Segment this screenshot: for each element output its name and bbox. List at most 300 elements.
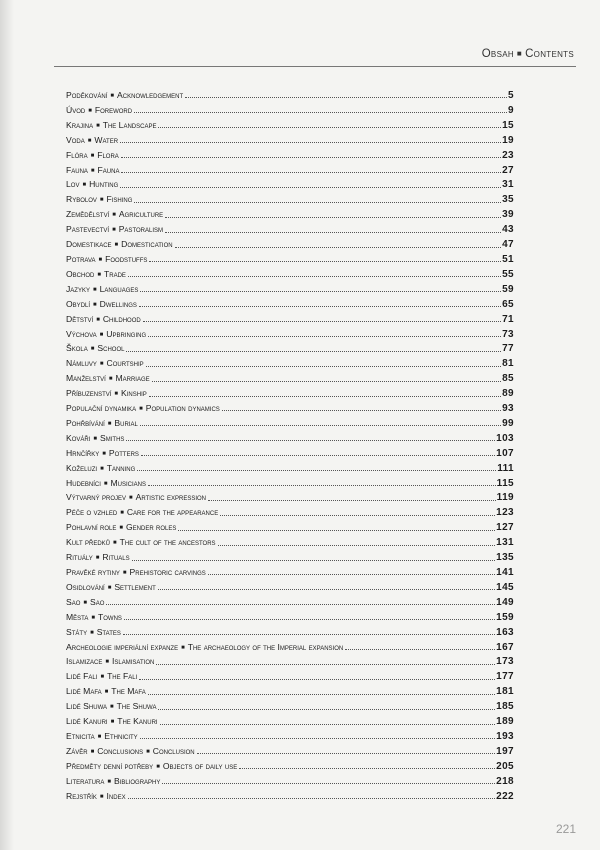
toc-title-cz: Fauna xyxy=(66,164,88,175)
toc-entry xyxy=(66,177,514,192)
toc-entry xyxy=(66,729,514,744)
toc-entry xyxy=(66,222,514,237)
toc-entry xyxy=(66,133,514,148)
toc-title-cz: Námluvy xyxy=(66,358,97,369)
toc-title-en: Artistic expression xyxy=(135,492,207,503)
toc-entry-title xyxy=(66,416,138,432)
dot-leader xyxy=(158,709,495,710)
toc-title-cz: Pastevectví xyxy=(66,224,110,235)
square-bullet-icon: ■ xyxy=(82,182,87,189)
toc-title-en: Towns xyxy=(98,611,122,622)
toc-title-en: Islamisation xyxy=(112,656,155,667)
toc-page-number: 197 xyxy=(496,745,514,757)
toc-entry xyxy=(66,699,514,714)
toc-title-cz: Péče o vzhled xyxy=(66,507,118,518)
toc-title-en: Foreword xyxy=(94,104,133,115)
toc-title-en: Burial xyxy=(114,417,138,428)
dot-leader xyxy=(345,649,495,650)
toc-title-cz: Osidlování xyxy=(66,581,105,592)
toc-entry xyxy=(66,118,514,133)
toc-page-number: 141 xyxy=(496,567,514,578)
toc-title-en: Prehistoric carvings xyxy=(129,567,206,577)
toc-page-number: 185 xyxy=(496,701,514,713)
toc-entry-title xyxy=(66,699,156,715)
toc-page-number: 193 xyxy=(496,730,514,742)
square-bullet-icon: ■ xyxy=(96,122,100,129)
toc-title-en: Upbringing xyxy=(106,328,147,339)
square-bullet-icon: ■ xyxy=(90,167,95,174)
square-bullet-icon: ■ xyxy=(90,748,95,755)
dot-leader xyxy=(121,157,501,158)
toc-title-en: School xyxy=(97,343,125,354)
square-bullet-icon: ■ xyxy=(139,406,143,413)
dot-leader xyxy=(126,351,501,352)
square-bullet-icon: ■ xyxy=(107,584,112,591)
toc-title-cz: Škola xyxy=(66,343,88,354)
toc-title-cz: Pohlavní role xyxy=(66,522,117,533)
toc-page-number: 189 xyxy=(496,716,514,728)
toc-entry-title xyxy=(66,401,220,417)
toc-page-number: 222 xyxy=(496,790,514,802)
square-bullet-icon: ■ xyxy=(120,510,124,517)
table-of-contents xyxy=(66,88,514,804)
toc-page-number: 85 xyxy=(502,373,514,385)
toc-page-number: 103 xyxy=(496,432,514,444)
toc-page-number: 15 xyxy=(502,119,514,131)
square-bullet-icon: ■ xyxy=(105,659,110,666)
toc-title-cz: Sao xyxy=(66,596,81,607)
toc-title-en: Potters xyxy=(108,447,139,458)
toc-page-number: 173 xyxy=(496,656,514,668)
dot-leader xyxy=(120,187,501,188)
toc-title-en: The Landscape xyxy=(102,119,157,130)
toc-entry-title xyxy=(66,341,124,357)
square-bullet-icon: ■ xyxy=(112,227,116,234)
toc-title-en: Marriage xyxy=(115,373,150,384)
square-bullet-icon: ■ xyxy=(92,286,97,293)
toc-entry xyxy=(66,148,514,163)
toc-title-cz: Literatura xyxy=(66,775,105,786)
toc-entry-title xyxy=(66,759,237,775)
square-bullet-icon: ■ xyxy=(108,376,113,383)
toc-entry-title xyxy=(66,88,183,104)
toc-entry xyxy=(66,341,514,356)
toc-page-number: 27 xyxy=(502,164,514,176)
toc-entry xyxy=(66,371,514,386)
square-bullet-icon: ■ xyxy=(93,301,97,308)
square-bullet-icon: ■ xyxy=(156,763,160,770)
toc-entry xyxy=(66,103,514,118)
toc-title-en: Water xyxy=(94,134,119,145)
toc-entry-title xyxy=(66,625,121,641)
toc-entry-title xyxy=(66,580,156,596)
toc-title-cz: Dětství xyxy=(66,313,94,324)
toc-title-cz: Manželství xyxy=(66,373,106,384)
dot-leader xyxy=(137,470,496,471)
dot-leader xyxy=(152,381,501,382)
toc-title-en: The Shuwa xyxy=(116,701,157,712)
square-bullet-icon: ■ xyxy=(103,480,108,487)
toc-page-number: 5 xyxy=(508,90,514,101)
dot-leader xyxy=(208,574,495,575)
toc-title-cz: Výtvarný projev xyxy=(66,492,127,503)
toc-title-cz: Výchova xyxy=(66,328,97,339)
dot-leader xyxy=(158,127,501,128)
dot-leader xyxy=(140,425,501,426)
running-header xyxy=(482,48,574,60)
toc-entry-title xyxy=(66,595,104,611)
toc-entry xyxy=(66,714,514,729)
toc-page-number: 135 xyxy=(496,552,514,564)
toc-entry xyxy=(66,774,514,789)
square-bullet-icon: ■ xyxy=(90,152,95,159)
toc-entry-title xyxy=(66,669,137,685)
dot-leader xyxy=(139,306,501,307)
square-bullet-icon: ■ xyxy=(83,599,88,606)
square-bullet-icon: ■ xyxy=(97,271,101,278)
toc-page-number: 123 xyxy=(496,507,514,519)
square-bullet-icon: ■ xyxy=(99,331,104,338)
toc-title-en: The cult of the ancestors xyxy=(119,537,216,548)
toc-entry-title xyxy=(66,446,139,462)
toc-page-number: 107 xyxy=(496,447,514,459)
toc-page-number: 35 xyxy=(502,194,514,206)
square-bullet-icon: ■ xyxy=(146,748,150,755)
page-number: 221 xyxy=(555,822,576,836)
toc-entry xyxy=(66,327,514,342)
toc-entry-title xyxy=(66,297,137,313)
dot-leader xyxy=(123,634,495,635)
toc-title-cz: Závěr xyxy=(66,745,88,756)
square-bullet-icon: ■ xyxy=(90,346,95,353)
square-bullet-icon: ■ xyxy=(100,465,104,472)
toc-title-en: Foodstuffs xyxy=(105,253,148,264)
dot-leader xyxy=(126,440,495,441)
toc-title-en: Languages xyxy=(99,283,139,294)
dot-leader xyxy=(197,753,495,754)
toc-entry xyxy=(66,297,514,312)
toc-title-en: Gender roles xyxy=(125,522,177,533)
dot-leader xyxy=(121,172,501,173)
toc-title-en: Index xyxy=(106,790,126,801)
square-bullet-icon: ■ xyxy=(99,197,104,204)
toc-title-en: Objects of daily use xyxy=(162,760,238,771)
dot-leader xyxy=(149,261,501,262)
toc-entry-title xyxy=(66,476,146,492)
toc-entry xyxy=(66,640,514,655)
square-bullet-icon: ■ xyxy=(93,435,98,442)
square-bullet-icon: ■ xyxy=(110,93,115,99)
toc-title-cz: Příbuzenství xyxy=(66,388,112,399)
toc-title-cz: Lidé Fali xyxy=(66,671,98,682)
dot-leader xyxy=(128,276,501,277)
toc-entry-title xyxy=(66,148,119,164)
toc-title-cz: Krajina xyxy=(66,119,94,130)
toc-entry-title xyxy=(66,550,130,566)
toc-entry-title xyxy=(66,177,118,193)
toc-title-en: Trade xyxy=(103,268,126,279)
square-bullet-icon: ■ xyxy=(95,555,100,562)
toc-page-number: 31 xyxy=(502,179,514,191)
toc-entry-title xyxy=(66,327,146,343)
dot-leader xyxy=(140,738,495,739)
toc-entry xyxy=(66,654,514,669)
toc-page-number: 131 xyxy=(496,537,514,549)
toc-title-en: Musicians xyxy=(110,477,147,488)
dot-leader xyxy=(165,232,501,233)
toc-entry xyxy=(66,580,514,595)
toc-title-en: The Kanuri xyxy=(117,716,158,727)
toc-entry xyxy=(66,282,514,297)
toc-entry xyxy=(66,163,514,178)
toc-page-number: 71 xyxy=(502,313,514,325)
toc-title-en-alt: Conclusion xyxy=(152,745,195,756)
toc-page-number: 47 xyxy=(502,239,514,251)
toc-title-en: Bibliography xyxy=(113,775,161,786)
toc-page-number: 59 xyxy=(502,283,514,295)
header-rule xyxy=(54,66,576,67)
toc-entry-title xyxy=(66,312,141,328)
square-bullet-icon: ■ xyxy=(99,793,104,800)
toc-title-en: Courtship xyxy=(106,358,144,369)
toc-title-cz: Hudebníci xyxy=(66,477,101,488)
toc-title-cz: Voda xyxy=(66,134,85,145)
toc-page-number: 99 xyxy=(502,417,514,429)
square-bullet-icon: ■ xyxy=(88,107,92,114)
toc-title-cz: Pravěké rytiny xyxy=(66,567,120,577)
toc-page-number: 119 xyxy=(496,492,514,504)
toc-entry xyxy=(66,88,514,103)
square-bullet-icon: ■ xyxy=(516,49,523,58)
toc-title-en: Tanning xyxy=(106,462,136,473)
toc-entry xyxy=(66,550,514,565)
toc-page-number: 55 xyxy=(502,268,514,280)
toc-title-cz: Pohřbívání xyxy=(66,417,105,428)
dot-leader xyxy=(128,798,496,799)
toc-entry xyxy=(66,595,514,610)
dot-leader xyxy=(220,515,495,516)
toc-title-en: Acknowledgement xyxy=(117,90,184,100)
header-title-en: Contents xyxy=(525,48,574,60)
toc-title-cz: Předměty denní potřeby xyxy=(66,760,154,771)
toc-entry-title xyxy=(66,163,119,179)
toc-title-en: Pastoralism xyxy=(118,224,164,235)
dot-leader xyxy=(120,142,501,143)
toc-title-cz: Domestikace xyxy=(66,239,112,250)
toc-entry-title xyxy=(66,282,138,298)
toc-title-cz: Poděkování xyxy=(66,90,108,100)
page-gutter-shadow xyxy=(0,0,14,850)
toc-title-cz: Kováři xyxy=(66,432,91,443)
toc-title-cz: Státy xyxy=(66,626,88,637)
toc-entry xyxy=(66,431,514,446)
toc-title-cz: Obydlí xyxy=(66,298,91,309)
toc-entry-title xyxy=(66,118,156,134)
toc-title-cz: Archeologie imperiální expanze xyxy=(66,641,179,652)
toc-entry-title xyxy=(66,252,147,268)
dot-leader xyxy=(134,112,507,113)
square-bullet-icon: ■ xyxy=(102,450,106,457)
toc-entry-title xyxy=(66,744,195,760)
toc-title-en: Fishing xyxy=(106,194,133,205)
dot-leader xyxy=(132,560,495,561)
toc-title-en: Agriculture xyxy=(118,209,164,220)
toc-title-en: Sao xyxy=(90,596,105,607)
toc-page-number: 205 xyxy=(496,760,514,772)
toc-page-number: 159 xyxy=(496,611,514,623)
toc-entry-title xyxy=(66,789,126,805)
dot-leader xyxy=(218,545,496,546)
toc-page-number: 43 xyxy=(502,224,514,236)
toc-title-en: States xyxy=(96,626,121,637)
square-bullet-icon: ■ xyxy=(110,704,114,711)
dot-leader xyxy=(124,619,495,620)
toc-title-en: Dwellings xyxy=(99,298,137,309)
toc-entry xyxy=(66,356,514,371)
toc-title-en: The Fali xyxy=(107,671,138,682)
toc-title-cz: Kult předků xyxy=(66,537,111,548)
toc-page-number: 23 xyxy=(502,149,514,161)
toc-title-en: Settlement xyxy=(114,581,156,592)
toc-page-number: 177 xyxy=(496,671,514,683)
dot-leader xyxy=(178,530,495,531)
toc-entry xyxy=(66,744,514,759)
toc-entry xyxy=(66,759,514,774)
toc-title-en: Domestication xyxy=(121,239,173,250)
toc-title-cz: Rejstřík xyxy=(66,790,97,801)
toc-entry-title xyxy=(66,133,118,149)
toc-title-en: Ethnicity xyxy=(104,730,138,741)
toc-entry xyxy=(66,237,514,252)
square-bullet-icon: ■ xyxy=(100,674,105,681)
toc-entry-title xyxy=(66,610,122,626)
dot-leader xyxy=(160,724,496,725)
toc-page-number: 111 xyxy=(497,462,514,474)
toc-title-cz: Potrava xyxy=(66,253,96,264)
dot-leader xyxy=(106,604,495,605)
toc-title-cz: Rituály xyxy=(66,552,93,563)
toc-title-en: Hunting xyxy=(89,179,119,190)
square-bullet-icon: ■ xyxy=(107,778,111,785)
toc-title-cz: Flóra xyxy=(66,149,88,160)
toc-entry xyxy=(66,625,514,640)
dot-leader xyxy=(148,694,495,695)
dot-leader xyxy=(208,500,496,501)
dot-leader xyxy=(158,589,495,590)
toc-title-cz: Koželuzi xyxy=(66,462,98,473)
toc-page-number: 51 xyxy=(502,253,514,265)
toc-entry xyxy=(66,490,514,505)
toc-page-number: 145 xyxy=(496,581,514,593)
toc-entry xyxy=(66,312,514,327)
toc-title-cz: Jazyky xyxy=(66,283,90,294)
toc-page-number: 9 xyxy=(508,104,514,116)
dot-leader xyxy=(146,366,501,367)
toc-title-en: Kinship xyxy=(121,388,147,399)
dot-leader xyxy=(134,202,501,203)
toc-title-cz: Etnicita xyxy=(66,730,95,741)
square-bullet-icon: ■ xyxy=(99,361,104,368)
dot-leader xyxy=(140,291,501,292)
toc-entry xyxy=(66,461,514,476)
square-bullet-icon: ■ xyxy=(114,391,119,398)
dot-leader xyxy=(148,336,501,337)
toc-page-number: 167 xyxy=(496,641,514,653)
toc-title-cz: Lidé Kanuri xyxy=(66,716,108,727)
toc-entry-title xyxy=(66,237,173,253)
toc-page-number: 65 xyxy=(502,298,514,310)
toc-page-number: 73 xyxy=(502,328,514,340)
toc-title-en: Rituals xyxy=(102,552,130,563)
square-bullet-icon: ■ xyxy=(181,644,185,651)
toc-title-en: Smiths xyxy=(100,432,125,443)
toc-entry xyxy=(66,446,514,461)
toc-entry-title xyxy=(66,640,343,656)
square-bullet-icon: ■ xyxy=(122,570,127,576)
toc-title-cz: Lidé Shuwa xyxy=(66,701,108,712)
dot-leader xyxy=(141,455,495,456)
toc-entry-title xyxy=(66,371,150,387)
toc-title-cz: Populační dynamika xyxy=(66,403,137,414)
square-bullet-icon: ■ xyxy=(98,256,103,263)
toc-page-number: 218 xyxy=(496,775,514,787)
toc-title-en: Population dynamics xyxy=(145,403,220,414)
square-bullet-icon: ■ xyxy=(87,137,92,144)
square-bullet-icon: ■ xyxy=(113,540,117,547)
toc-entry-title xyxy=(66,654,154,670)
toc-title-en: The archaeology of the Imperial expansion xyxy=(187,641,344,652)
square-bullet-icon: ■ xyxy=(110,719,115,726)
toc-entry-title xyxy=(66,207,163,223)
toc-title-cz: Lov xyxy=(66,179,80,190)
toc-title-cz: Rybolov xyxy=(66,194,97,205)
toc-entry-title xyxy=(66,461,135,477)
toc-entry xyxy=(66,565,514,580)
dot-leader xyxy=(175,247,501,248)
square-bullet-icon: ■ xyxy=(129,495,133,502)
toc-page-number: 39 xyxy=(502,209,514,221)
dot-leader xyxy=(222,410,501,411)
toc-entry xyxy=(66,386,514,401)
toc-entry-title xyxy=(66,192,132,208)
toc-entry xyxy=(66,610,514,625)
square-bullet-icon: ■ xyxy=(104,689,109,696)
toc-entry xyxy=(66,252,514,267)
toc-title-cz: Úvod xyxy=(66,104,86,115)
toc-entry xyxy=(66,535,514,550)
toc-page-number: 163 xyxy=(496,626,514,638)
toc-title-cz: Města xyxy=(66,611,89,622)
toc-entry xyxy=(66,401,514,416)
square-bullet-icon: ■ xyxy=(97,733,102,740)
toc-title-cz: Islamizace xyxy=(66,656,103,667)
toc-page-number: 149 xyxy=(496,596,514,608)
toc-page-number: 19 xyxy=(502,134,514,146)
dot-leader xyxy=(162,783,495,784)
toc-entry-title xyxy=(66,729,138,745)
toc-entry xyxy=(66,505,514,520)
toc-title-en: The Mafa xyxy=(111,686,146,697)
toc-title-cz: Hrnčířky xyxy=(66,447,100,458)
toc-entry-title xyxy=(66,103,132,119)
toc-entry xyxy=(66,207,514,222)
toc-title-en: Childhood xyxy=(102,313,141,324)
toc-entry-title xyxy=(66,520,176,536)
toc-entry-title xyxy=(66,222,163,238)
toc-entry xyxy=(66,669,514,684)
toc-page-number: 181 xyxy=(496,686,514,698)
toc-entry xyxy=(66,416,514,431)
